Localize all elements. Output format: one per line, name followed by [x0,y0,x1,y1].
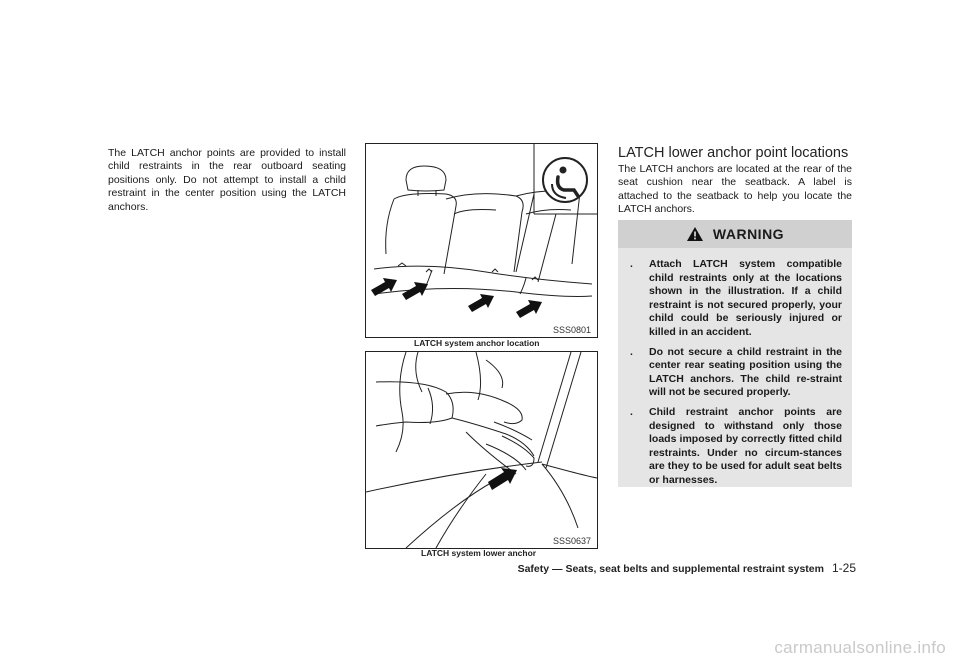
section-body: The LATCH anchors are located at the rear of the seat cushion near the seatback. A label is attached to the seatback to help you locate the LATCH anchors. [618,163,852,216]
warning-item [618,346,852,400]
warning-header [618,220,852,248]
anchor-arrows [371,278,542,318]
anchor-arrow [488,468,517,490]
warning-list [618,258,852,494]
latch-anchor-location-figure [365,143,598,338]
intro-paragraph: The LATCH anchor points are provided to install child restraints in the rear outboard seating positions only. Do not attempt to install a child restraint in the center position using the LATCH anchors. [108,147,346,213]
warning-item-text: Do not secure a child restraint in the center rear seating position using the LATCH anchors. The child re-straint will not be secured properly. [649,345,842,399]
warning-title: WARNING [712,226,785,242]
section-title: LATCH lower anchor point locations [618,145,849,161]
hand-anchor-illustration [366,352,597,548]
latch-lower-anchor-figure [365,351,598,549]
warning-triangle-icon [686,226,704,242]
watermark: carmanualsonline.info [774,638,946,657]
figure-caption: LATCH system anchor location [414,338,540,348]
page-number: 1-25 [831,561,856,575]
bullet: . [630,258,633,270]
warning-item-text: Attach LATCH system compatible child restraints only at the locations shown in the illustration. If a child restraint is not secured properly, your child could be seriously injured or killed in an accident. [649,258,842,338]
latch-label-icon [543,158,587,202]
bullet: . [630,405,633,418]
figure-code: SSS0637 [552,536,591,546]
page-footer [518,561,856,575]
figure-caption: LATCH system lower anchor [421,548,537,558]
figure-code: SSS0801 [552,325,591,335]
warning-item-text: Child restraint anchor points are designed to withstand only those loads imposed by correctly fitted child restraints. Under no circum-stances are they to be used for adult seat belts or harnesses. [649,405,842,486]
warning-box [618,220,852,487]
rear-seat-illustration [366,144,597,337]
warning-item [618,406,852,488]
bullet: . [630,345,633,358]
footer-title: Safety — Seats, seat belts and supplemental restraint system [517,563,824,575]
warning-item [618,258,852,340]
